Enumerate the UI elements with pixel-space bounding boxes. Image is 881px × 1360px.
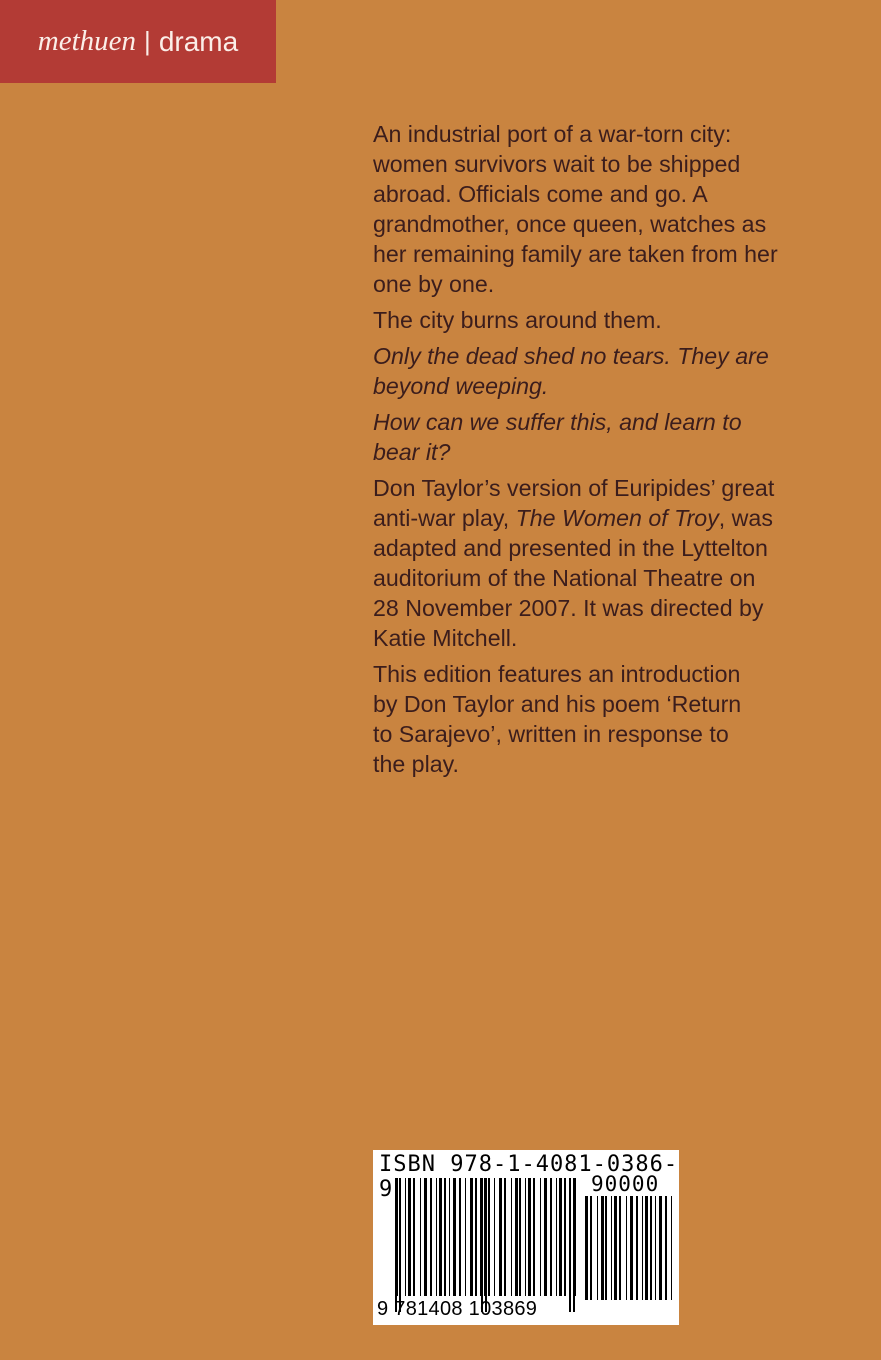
play-title: The Women of Troy — [515, 505, 719, 531]
publisher-name-part1: methuen — [37, 25, 137, 57]
blurb-paragraph-2: The city burns around them. — [373, 307, 662, 333]
publisher-name-part2: drama — [158, 25, 239, 57]
blurb-quote-2: How can we suffer this, and learn to bear it? — [373, 409, 742, 465]
publisher-logo — [0, 0, 276, 83]
publisher-separator: | — [144, 26, 151, 56]
isbn-text: ISBN 978-1-4081-0386-9 — [379, 1152, 679, 1202]
blurb-quote-1: Only the dead shed no tears. They are beyond weeping. — [373, 343, 769, 399]
blurb-p3-after: , was adapted and presented in the Lyttelton auditorium of the National Theatre on 28 November 2007. It was directed by Katie Mitchell. — [373, 505, 773, 651]
blurb-paragraph-1: An industrial port of a war-torn city: women survivors wait to be shipped abroad. Officials come and go. A grandmother, once queen, watches as her remaining family are taken from her one by one. — [373, 121, 778, 297]
blurb-p3-before: Don Taylor’s version of Euripides’ great anti-war play, — [373, 475, 775, 531]
blurb-paragraph-3 — [373, 473, 813, 653]
isbn-barcode — [373, 1150, 679, 1325]
price-code: 90000 — [591, 1172, 660, 1196]
ean-digits: 9 781408 103869 — [377, 1298, 538, 1320]
back-cover-blurb — [373, 119, 813, 785]
blurb-paragraph-4: This edition features an introduction by Don Taylor and his poem ‘Return to Sarajevo’, written in response to the play. — [373, 661, 742, 777]
